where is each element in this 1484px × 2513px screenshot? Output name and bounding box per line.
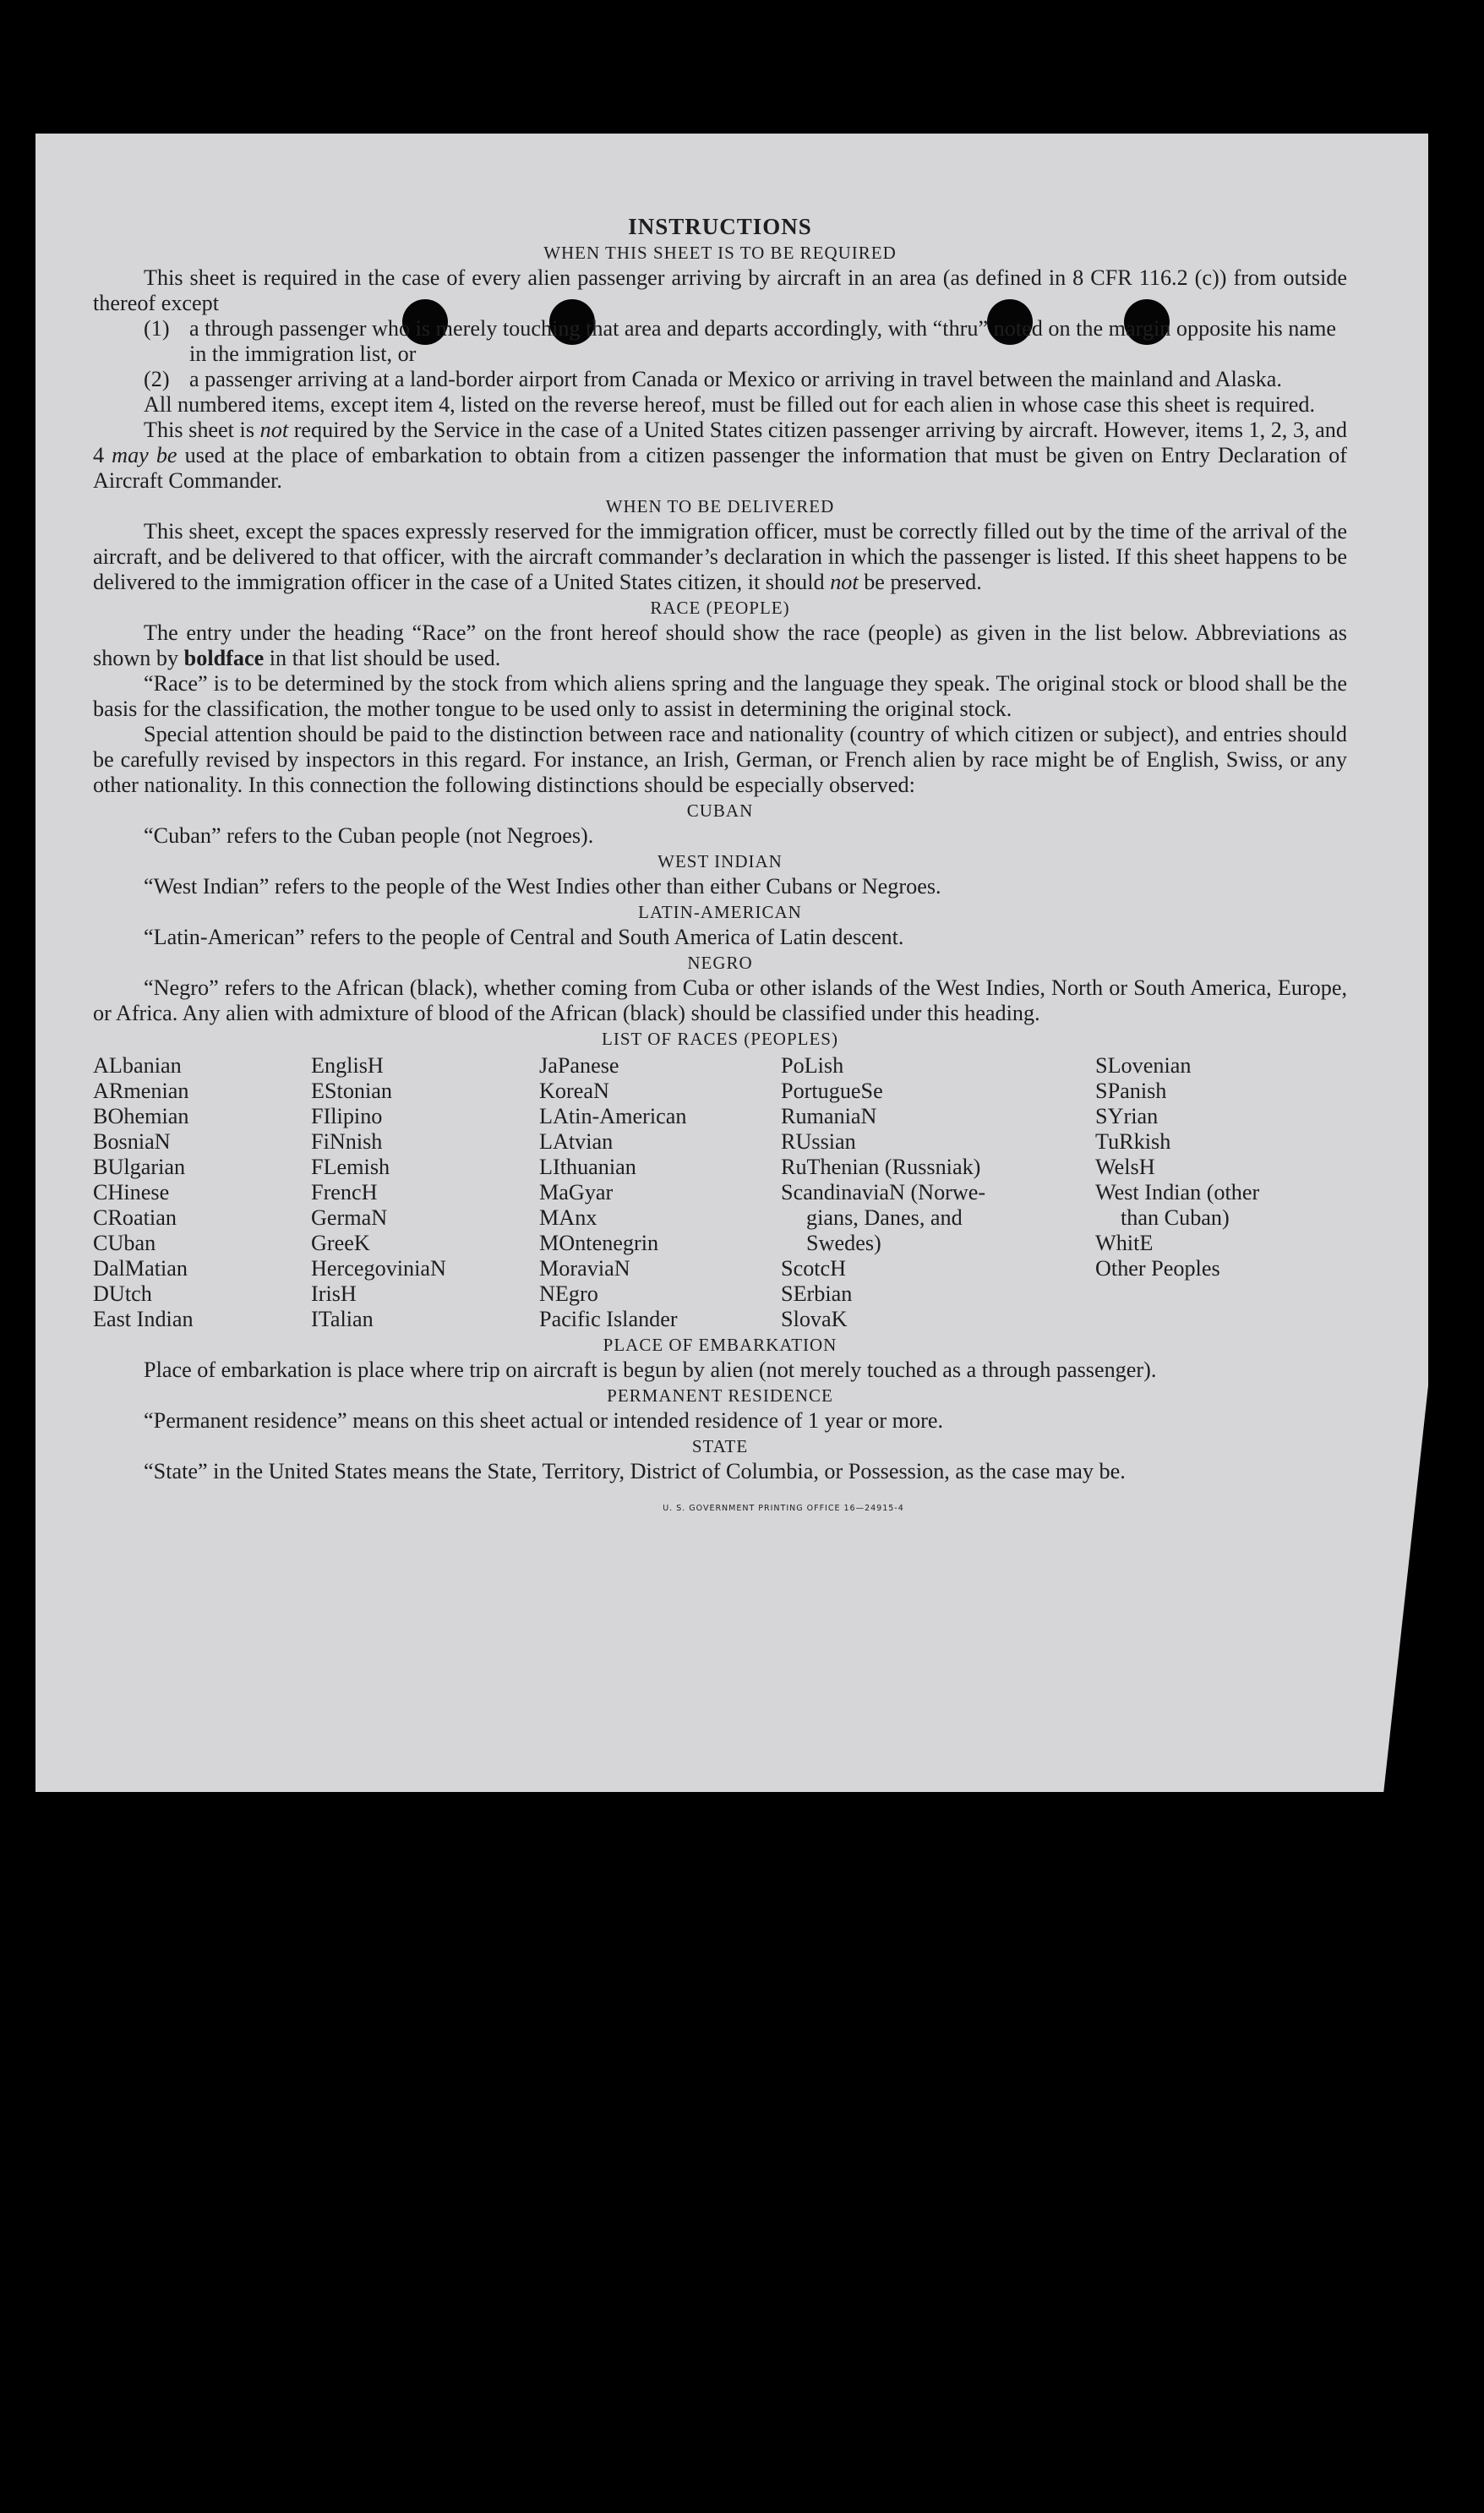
race-entry-continued: Swedes) [806, 1231, 881, 1255]
race-entry: ScandinaviaN (Norwe- [781, 1180, 986, 1205]
exception-item [144, 367, 1347, 392]
race-entry: ALbanian [93, 1053, 182, 1078]
race-entry: JaPanese [539, 1053, 619, 1078]
race-entry-continued: gians, Danes, and [806, 1205, 963, 1230]
section-heading-residence: PERMANENT RESIDENCE [607, 1385, 833, 1406]
race-paragraph-1 [93, 620, 1347, 671]
race-entry: SErbian [781, 1281, 853, 1306]
race-text-part: in that list should be used. [264, 646, 501, 670]
race-entry: CHinese [93, 1180, 170, 1205]
race-entry: WhitE [1095, 1231, 1154, 1255]
citizen-text-part: This sheet is [144, 418, 260, 442]
emphasis-not: not [830, 570, 859, 594]
race-entry: LAtvian [539, 1129, 614, 1154]
emphasis-not: not [259, 418, 289, 442]
exception-text: a passenger arriving at a land-border airport from Canada or Mexico or arriving in travel between the mainland and Alaska. [189, 367, 1282, 391]
section-heading-cuban: CUBAN [686, 800, 754, 821]
section-heading-state: STATE [691, 1436, 749, 1456]
boldface-word: boldface [183, 646, 265, 670]
race-entry: RumaniaN [781, 1104, 877, 1128]
race-entry: BosniaN [93, 1129, 171, 1154]
race-entry: FLemish [311, 1155, 390, 1179]
section-heading-when-delivered: WHEN TO BE DELIVERED [605, 496, 835, 516]
section-heading-race: RACE (PEOPLE) [650, 598, 790, 618]
race-entry: EStonian [311, 1079, 393, 1103]
section-heading-when-required: WHEN THIS SHEET IS TO BE REQUIRED [543, 243, 897, 263]
instructions-content [93, 213, 1347, 1521]
race-entry: SPanish [1095, 1079, 1167, 1103]
race-entry: HercegoviniaN [311, 1256, 446, 1281]
race-entry: DalMatian [93, 1256, 188, 1281]
race-entry: DUtch [93, 1281, 152, 1306]
races-column [781, 1053, 1095, 1332]
race-entry: Pacific Islander [539, 1307, 678, 1331]
exception-number: (2) [144, 367, 170, 391]
race-paragraph-2: “Race” is to be determined by the stock from which aliens spring and the language they speak. The original stock or blood shall be the basis for the classification, the mother tongue to be used only to assist in determining the original stock. [93, 671, 1347, 721]
race-entry: ITalian [311, 1307, 374, 1331]
race-entry: FrencH [311, 1180, 378, 1205]
race-entry: East Indian [93, 1307, 194, 1331]
delivered-text-part: This sheet, except the spaces expressly reserved for the immigration officer, must be correctly filled out by the time of the arrival of the aircraft, and be delivered to that officer, with the aircraft commander’s declaration in which the passenger is listed. If this sheet happens to be delivered to the immigration officer in the case of a United States citizen, it should [93, 519, 1347, 594]
delivered-text-part: be preserved. [858, 570, 982, 594]
page-title: INSTRUCTIONS [628, 214, 812, 239]
race-entry: Other Peoples [1095, 1256, 1220, 1281]
exception-item [144, 316, 1347, 367]
printing-office-imprint: U. S. GOVERNMENT PRINTING OFFICE 16—24915-4 [663, 1504, 904, 1513]
when-required-intro: This sheet is required in the case of every alien passenger arriving by aircraft in an area (as defined in 8 CFR 116.2 (c)) from outside thereof except [93, 265, 1347, 315]
race-entry: MOntenegrin [539, 1231, 659, 1255]
race-paragraph-3: Special attention should be paid to the distinction between race and nationality (country of which citizen or subject), and entries should be carefully revised by inspectors in this regard. For instance, an Irish, German, or French alien by race might be of English, Swiss, or any other nationality. In this connection the following distinctions should be especially observed: [93, 722, 1347, 797]
race-entry: IrisH [311, 1281, 357, 1306]
when-delivered-paragraph [93, 519, 1347, 595]
race-entry: MAnx [539, 1205, 597, 1230]
race-entry: WelsH [1095, 1155, 1155, 1179]
citizen-text-part: required by the Service in the case of a United States citizen passenger arriving by aircraft. However, items 1, 2, 3, and 4 [93, 418, 1347, 467]
latin-american-definition: “Latin-American” refers to the people of Central and South America of Latin descent. [144, 925, 904, 949]
citizen-paragraph [93, 418, 1347, 494]
races-column [539, 1053, 781, 1332]
race-entry: MaGyar [539, 1180, 614, 1205]
race-entry: SlovaK [781, 1307, 848, 1331]
race-entry: BOhemian [93, 1104, 189, 1128]
race-entry: KoreaN [539, 1079, 609, 1103]
race-entry: RUssian [781, 1129, 856, 1154]
race-entry: ScotcH [781, 1256, 847, 1281]
emphasis-may-be: may be [112, 443, 177, 467]
race-text-part: The entry under the heading “Race” on the front hereof should show the race (people) as given in the list below. Abbreviations as shown by [93, 620, 1347, 670]
race-entry: West Indian (other [1095, 1180, 1260, 1205]
race-entry: TuRkish [1095, 1129, 1171, 1154]
embarkation-definition: Place of embarkation is place where trip on aircraft is begun by alien (not merely touched as a through passenger). [144, 1358, 1157, 1382]
races-column [93, 1053, 311, 1332]
section-heading-latin-american: LATIN-AMERICAN [638, 902, 802, 922]
cuban-definition: “Cuban” refers to the Cuban people (not Negroes). [144, 823, 594, 848]
negro-definition: “Negro” refers to the African (black), whether coming from Cuba or other islands of the West Indies, North or South America, Europe, or Africa. Any alien with admixture of blood of the African (black) should be classified under this heading. [93, 975, 1347, 1025]
race-entry: BUlgarian [93, 1155, 186, 1179]
race-entry: GermaN [311, 1205, 388, 1230]
race-entry: FIlipino [311, 1104, 383, 1128]
races-column [1095, 1053, 1347, 1332]
race-entry: SLovenian [1095, 1053, 1192, 1078]
races-column [311, 1053, 539, 1332]
residence-definition: “Permanent residence” means on this sheet actual or intended residence of 1 year or more. [144, 1408, 943, 1433]
race-entry: NEgro [539, 1281, 598, 1306]
race-entry: PortugueSe [781, 1079, 883, 1103]
section-heading-negro: NEGRO [687, 953, 753, 973]
race-entry: EnglisH [311, 1053, 384, 1078]
race-entry: CRoatian [93, 1205, 177, 1230]
numbered-items-paragraph: All numbered items, except item 4, listed on the reverse hereof, must be filled out for each alien in whose case this sheet is required. [144, 392, 1316, 417]
race-entry: CUban [93, 1231, 156, 1255]
west-indian-definition: “West Indian” refers to the people of the West Indies other than either Cubans or Negroes. [144, 874, 941, 899]
race-entry: RuThenian (Russniak) [781, 1155, 981, 1179]
race-entry: MoraviaN [539, 1256, 630, 1281]
race-entry: LIthuanian [539, 1155, 636, 1179]
section-heading-west-indian: WEST INDIAN [657, 851, 783, 871]
races-list [93, 1053, 1347, 1332]
race-entry-continued: than Cuban) [1121, 1205, 1230, 1230]
race-entry: FiNnish [311, 1129, 383, 1154]
race-entry: LAtin-American [539, 1104, 687, 1128]
race-entry: PoLish [781, 1053, 844, 1078]
section-heading-embarkation: PLACE OF EMBARKATION [603, 1335, 837, 1355]
exception-text: a through passenger who is merely touching that area and departs accordingly, with “thru” noted on the margin opposite his name in the immigration list, or [189, 316, 1337, 366]
state-definition: “State” in the United States means the State, Territory, District of Columbia, or Possession, as the case may be. [144, 1459, 1126, 1483]
section-heading-list-of-races: LIST OF RACES (PEOPLES) [602, 1029, 838, 1049]
race-entry: GreeK [311, 1231, 370, 1255]
citizen-text-part: used at the place of embarkation to obtain from a citizen passenger the information that must be given on Entry Declaration of Aircraft Commander. [93, 443, 1348, 493]
race-entry: SYrian [1095, 1104, 1159, 1128]
race-entry: ARmenian [93, 1079, 189, 1103]
exception-number: (1) [144, 316, 170, 341]
